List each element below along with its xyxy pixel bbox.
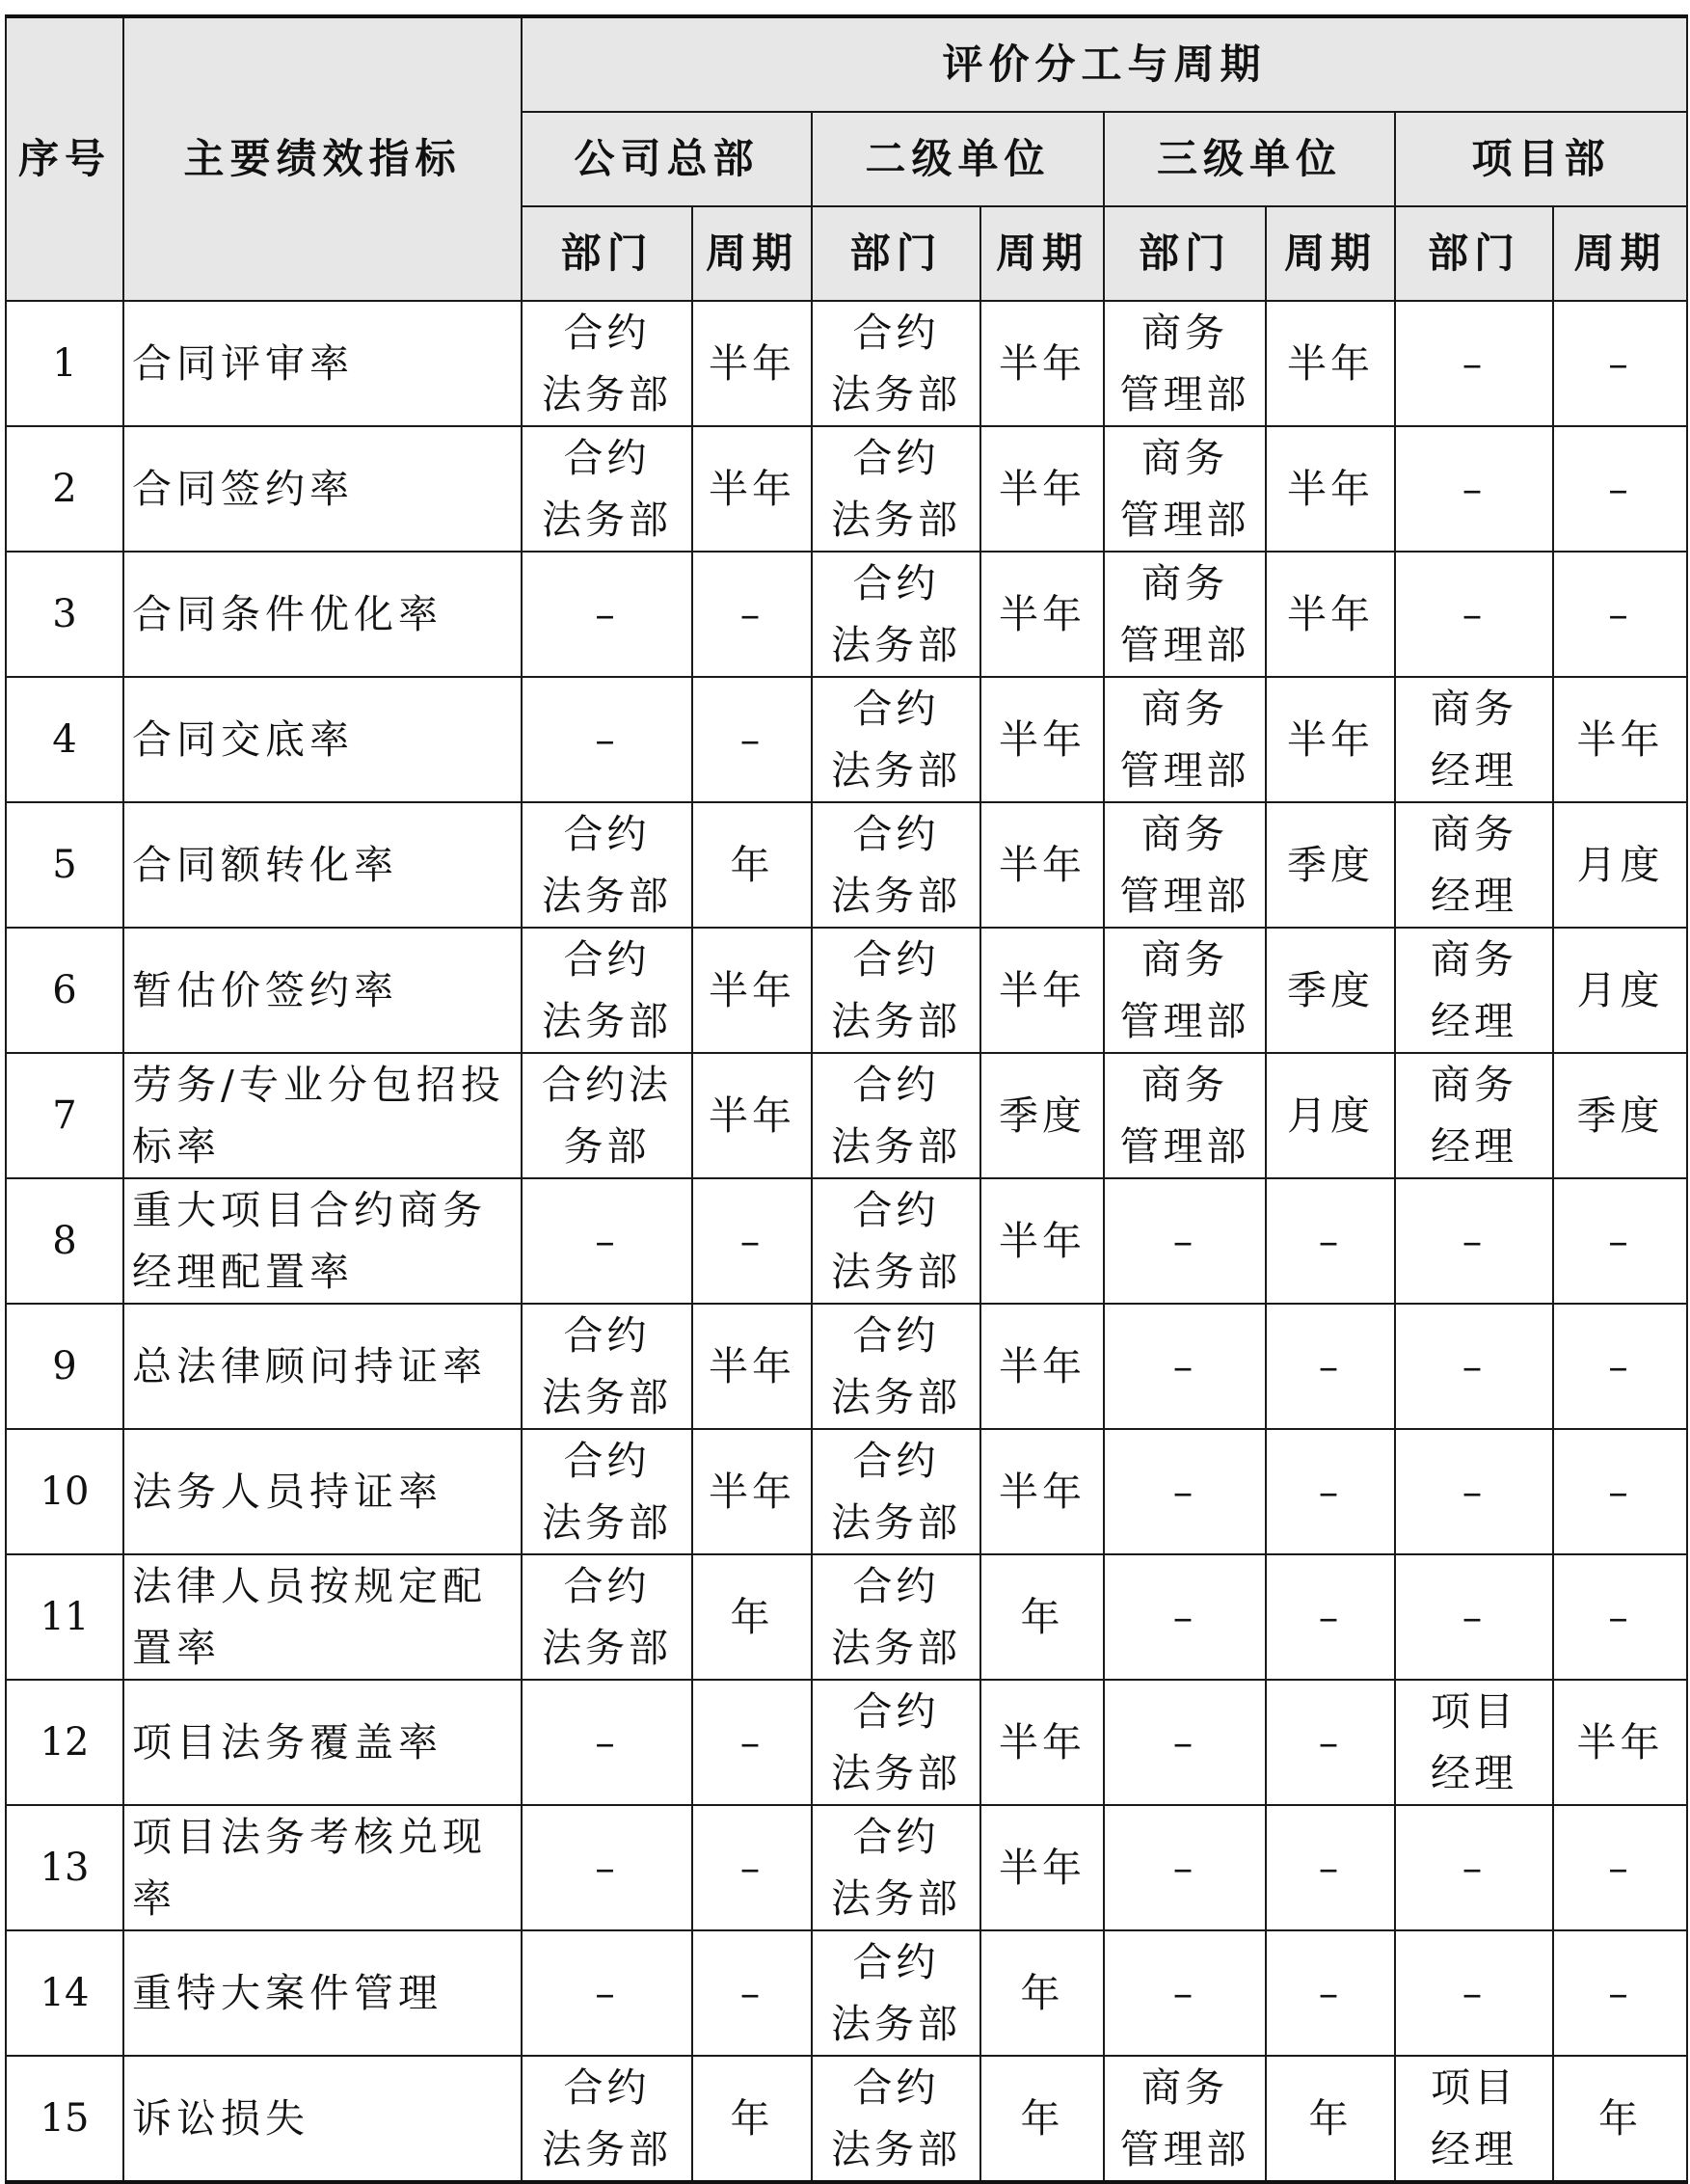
cell-secondary-dept: 合约 法务部	[812, 802, 980, 928]
cell-project-dept: –	[1395, 301, 1553, 426]
cell-secondary-dept: 合约 法务部	[812, 1930, 980, 2056]
cell-secondary-dept: 合约 法务部	[812, 1178, 980, 1304]
cell-project-dept: –	[1395, 1554, 1553, 1680]
cell-hq-dept: 合约 法务部	[522, 802, 692, 928]
cell-tertiary-dept: –	[1104, 1805, 1266, 1930]
cell-hq-dept: 合约 法务部	[522, 2056, 692, 2182]
table-row	[6, 928, 1687, 1053]
cell-hq-period: –	[692, 677, 812, 802]
cell-tertiary-dept: 商务 管理部	[1104, 802, 1266, 928]
cell-project-dept: 项目 经理	[1395, 1680, 1553, 1805]
cell-secondary-dept: 合约 法务部	[812, 2056, 980, 2182]
cell-hq-period: –	[692, 1178, 812, 1304]
table-row	[6, 1680, 1687, 1805]
header-dept: 部门	[1104, 206, 1266, 301]
cell-secondary-period: 半年	[980, 1680, 1104, 1805]
row-number: 2	[6, 426, 123, 552]
cell-hq-period: 年	[692, 1554, 812, 1680]
header-dept: 部门	[522, 206, 692, 301]
header-level-project: 项目部	[1395, 112, 1687, 206]
cell-tertiary-dept: 商务 管理部	[1104, 1053, 1266, 1178]
cell-project-dept: 商务 经理	[1395, 928, 1553, 1053]
table-row	[6, 1930, 1687, 2056]
table-row	[6, 2056, 1687, 2182]
cell-secondary-period: 半年	[980, 426, 1104, 552]
cell-hq-dept: –	[522, 552, 692, 677]
cell-tertiary-dept: –	[1104, 1178, 1266, 1304]
table-row	[6, 802, 1687, 928]
cell-project-period: 月度	[1553, 928, 1687, 1053]
cell-secondary-dept: 合约 法务部	[812, 552, 980, 677]
table-header	[6, 16, 1687, 301]
cell-project-period: 半年	[1553, 677, 1687, 802]
cell-hq-dept: 合约 法务部	[522, 301, 692, 426]
cell-project-dept: 商务 经理	[1395, 802, 1553, 928]
cell-secondary-period: 半年	[980, 677, 1104, 802]
header-level-secondary: 二级单位	[812, 112, 1104, 206]
cell-project-dept: –	[1395, 1805, 1553, 1930]
cell-tertiary-period: 半年	[1266, 301, 1395, 426]
row-number: 15	[6, 2056, 123, 2182]
cell-hq-dept: –	[522, 1930, 692, 2056]
cell-project-dept: –	[1395, 1429, 1553, 1554]
cell-tertiary-dept: 商务 管理部	[1104, 552, 1266, 677]
cell-tertiary-period: –	[1266, 1680, 1395, 1805]
cell-hq-dept: 合约 法务部	[522, 1429, 692, 1554]
row-number: 10	[6, 1429, 123, 1554]
cell-hq-dept: 合约 法务部	[522, 928, 692, 1053]
cell-tertiary-dept: 商务 管理部	[1104, 426, 1266, 552]
metric-name: 重大项目合约商务经理配置率	[123, 1178, 522, 1304]
metric-name: 总法律顾问持证率	[123, 1304, 522, 1429]
metric-name: 重特大案件管理	[123, 1930, 522, 2056]
row-number: 14	[6, 1930, 123, 2056]
metric-name: 诉讼损失	[123, 2056, 522, 2182]
cell-tertiary-period: 半年	[1266, 426, 1395, 552]
cell-project-period: –	[1553, 1304, 1687, 1429]
cell-hq-dept: 合约 法务部	[522, 426, 692, 552]
cell-hq-period: –	[692, 1680, 812, 1805]
cell-project-dept: –	[1395, 1930, 1553, 2056]
cell-hq-period: 年	[692, 802, 812, 928]
cell-secondary-period: 季度	[980, 1053, 1104, 1178]
row-number: 13	[6, 1805, 123, 1930]
cell-secondary-dept: 合约 法务部	[812, 1680, 980, 1805]
header-dept: 部门	[812, 206, 980, 301]
cell-secondary-period: 半年	[980, 928, 1104, 1053]
cell-hq-period: 半年	[692, 1304, 812, 1429]
cell-secondary-period: 半年	[980, 1304, 1104, 1429]
cell-secondary-period: 半年	[980, 1429, 1104, 1554]
cell-project-dept: –	[1395, 1304, 1553, 1429]
cell-project-period: –	[1553, 552, 1687, 677]
cell-secondary-period: 年	[980, 2056, 1104, 2182]
header-level-tertiary: 三级单位	[1104, 112, 1395, 206]
cell-secondary-dept: 合约 法务部	[812, 1304, 980, 1429]
metric-name: 项目法务覆盖率	[123, 1680, 522, 1805]
cell-tertiary-period: –	[1266, 1805, 1395, 1930]
cell-project-period: –	[1553, 426, 1687, 552]
cell-hq-period: –	[692, 1805, 812, 1930]
cell-hq-dept: 合约 法务部	[522, 1554, 692, 1680]
cell-project-dept: 项目 经理	[1395, 2056, 1553, 2182]
table-row	[6, 1178, 1687, 1304]
header-period: 周期	[1266, 206, 1395, 301]
cell-secondary-period: 半年	[980, 802, 1104, 928]
cell-tertiary-period: –	[1266, 1429, 1395, 1554]
cell-tertiary-period: 半年	[1266, 677, 1395, 802]
cell-hq-period: –	[692, 1930, 812, 2056]
cell-secondary-period: 年	[980, 1554, 1104, 1680]
header-period: 周期	[692, 206, 812, 301]
metric-name: 合同额转化率	[123, 802, 522, 928]
cell-project-period: 月度	[1553, 802, 1687, 928]
cell-secondary-dept: 合约 法务部	[812, 1429, 980, 1554]
cell-project-dept: –	[1395, 1178, 1553, 1304]
metric-name: 项目法务考核兑现率	[123, 1805, 522, 1930]
cell-secondary-dept: 合约 法务部	[812, 1554, 980, 1680]
cell-tertiary-dept: 商务 管理部	[1104, 301, 1266, 426]
cell-project-period: 季度	[1553, 1053, 1687, 1178]
row-number: 5	[6, 802, 123, 928]
cell-hq-period: 半年	[692, 301, 812, 426]
metric-name: 合同签约率	[123, 426, 522, 552]
row-number: 8	[6, 1178, 123, 1304]
metric-name: 法务人员持证率	[123, 1429, 522, 1554]
cell-project-dept: –	[1395, 426, 1553, 552]
table-row	[6, 677, 1687, 802]
cell-tertiary-dept: 商务 管理部	[1104, 928, 1266, 1053]
header-seq: 序号	[6, 16, 123, 301]
metric-name: 暂估价签约率	[123, 928, 522, 1053]
cell-hq-dept: 合约法 务部	[522, 1053, 692, 1178]
cell-secondary-dept: 合约 法务部	[812, 426, 980, 552]
cell-tertiary-dept: –	[1104, 1304, 1266, 1429]
cell-tertiary-dept: 商务 管理部	[1104, 677, 1266, 802]
cell-secondary-period: 年	[980, 1930, 1104, 2056]
cell-tertiary-period: 季度	[1266, 802, 1395, 928]
row-number: 7	[6, 1053, 123, 1178]
cell-tertiary-period: –	[1266, 1304, 1395, 1429]
header-group-title: 评价分工与周期	[522, 16, 1687, 112]
cell-hq-period: 半年	[692, 928, 812, 1053]
cell-tertiary-dept: 商务 管理部	[1104, 2056, 1266, 2182]
row-number: 4	[6, 677, 123, 802]
cell-hq-period: –	[692, 552, 812, 677]
cell-hq-dept: –	[522, 677, 692, 802]
cell-tertiary-period: –	[1266, 1178, 1395, 1304]
metric-name: 合同条件优化率	[123, 552, 522, 677]
cell-secondary-dept: 合约 法务部	[812, 1805, 980, 1930]
cell-tertiary-dept: –	[1104, 1930, 1266, 2056]
table-row	[6, 552, 1687, 677]
cell-hq-dept: –	[522, 1178, 692, 1304]
row-number: 9	[6, 1304, 123, 1429]
cell-tertiary-period: 月度	[1266, 1053, 1395, 1178]
cell-tertiary-period: 年	[1266, 2056, 1395, 2182]
cell-project-dept: 商务 经理	[1395, 1053, 1553, 1178]
cell-hq-period: 年	[692, 2056, 812, 2182]
header-period: 周期	[980, 206, 1104, 301]
cell-hq-period: 半年	[692, 1053, 812, 1178]
cell-project-period: –	[1553, 1805, 1687, 1930]
cell-secondary-dept: 合约 法务部	[812, 301, 980, 426]
metric-name: 合同交底率	[123, 677, 522, 802]
cell-project-period: –	[1553, 1554, 1687, 1680]
cell-project-period: –	[1553, 301, 1687, 426]
cell-secondary-period: 半年	[980, 552, 1104, 677]
table-row	[6, 1805, 1687, 1930]
cell-tertiary-period: 季度	[1266, 928, 1395, 1053]
cell-secondary-period: 半年	[980, 1178, 1104, 1304]
metric-name: 劳务/专业分包招投标率	[123, 1053, 522, 1178]
table-row	[6, 1429, 1687, 1554]
table-row	[6, 426, 1687, 552]
cell-tertiary-period: –	[1266, 1930, 1395, 2056]
header-level-hq: 公司总部	[522, 112, 812, 206]
cell-project-period: 年	[1553, 2056, 1687, 2182]
header-metric: 主要绩效指标	[123, 16, 522, 301]
cell-tertiary-dept: –	[1104, 1554, 1266, 1680]
row-number: 1	[6, 301, 123, 426]
cell-secondary-dept: 合约 法务部	[812, 1053, 980, 1178]
table-body	[6, 301, 1687, 2182]
cell-project-period: –	[1553, 1429, 1687, 1554]
table-row	[6, 1304, 1687, 1429]
cell-hq-dept: 合约 法务部	[522, 1304, 692, 1429]
cell-secondary-period: 半年	[980, 301, 1104, 426]
cell-tertiary-dept: –	[1104, 1429, 1266, 1554]
row-number: 3	[6, 552, 123, 677]
row-number: 6	[6, 928, 123, 1053]
cell-secondary-period: 半年	[980, 1805, 1104, 1930]
cell-hq-dept: –	[522, 1680, 692, 1805]
row-number: 11	[6, 1554, 123, 1680]
cell-project-dept: 商务 经理	[1395, 677, 1553, 802]
row-number: 12	[6, 1680, 123, 1805]
cell-project-dept: –	[1395, 552, 1553, 677]
table-row	[6, 1554, 1687, 1680]
header-period: 周期	[1553, 206, 1687, 301]
cell-tertiary-period: 半年	[1266, 552, 1395, 677]
cell-hq-period: 半年	[692, 426, 812, 552]
cell-hq-dept: –	[522, 1805, 692, 1930]
cell-tertiary-dept: –	[1104, 1680, 1266, 1805]
table-row	[6, 1053, 1687, 1178]
table-row	[6, 301, 1687, 426]
cell-project-period: –	[1553, 1930, 1687, 2056]
cell-project-period: –	[1553, 1178, 1687, 1304]
cell-hq-period: 半年	[692, 1429, 812, 1554]
metric-name: 合同评审率	[123, 301, 522, 426]
metric-name: 法律人员按规定配置率	[123, 1554, 522, 1680]
cell-tertiary-period: –	[1266, 1554, 1395, 1680]
header-dept: 部门	[1395, 206, 1553, 301]
cell-project-period: 半年	[1553, 1680, 1687, 1805]
kpi-evaluation-table	[5, 14, 1688, 2184]
cell-secondary-dept: 合约 法务部	[812, 677, 980, 802]
cell-secondary-dept: 合约 法务部	[812, 928, 980, 1053]
